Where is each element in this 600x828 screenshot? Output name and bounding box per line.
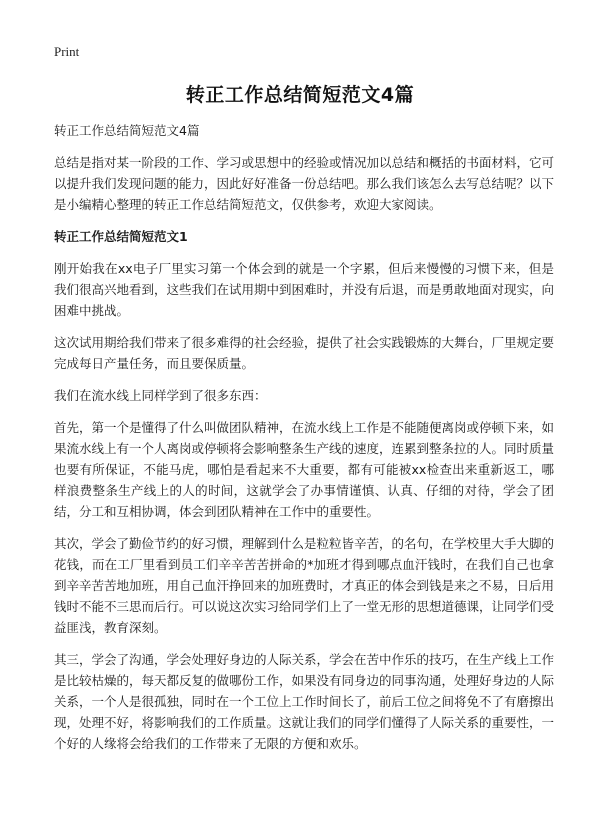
page-title: 转正工作总结简短范文4篇 — [185, 84, 415, 106]
intro-paragraph: 总结是指对某一阶段的工作、学习或思想中的经验或情况加以总结和概括的书面材料，它可以提升我们发现问题的能力，因此好好准备一份总结吧。那么我们该怎么去写总结呢？以下是小编精心整理的转正工作总结简短范文，仅供参考，欢迎大家阅读。 — [54, 155, 555, 212]
document-body — [54, 120, 554, 765]
body-paragraph: 这次试用期给我们带来了很多难得的社会经验，提供了社会实践锻炼的大舞台，厂里规定要完成每日产量任务，而且要保质量。 — [54, 335, 555, 371]
body-paragraph: 首先，第一个是懂得了什么叫做团队精神，在流水线上工作是不能随便离岗或停顿下来，如果流水线上有一个人离岗或停顿将会影响整条生产线的速度，连累到整条拉的人。同时质量也要有所保证，不能马虎，哪怕是看起来不大重要，都有可能被xx检查出来重新返工，哪样浪费整条生产线上的人的时间，这就学会了办事情谨慎、认真、仔细的对待，学会了团结，分工和互相协调，体会到团队精神在工作中的重要性。 — [54, 420, 555, 519]
body-paragraph: 我们在流水线上同样学到了很多东西： — [54, 388, 267, 403]
body-paragraph: 其次，学会了勤俭节约的好习惯，理解到什么是粒粒皆辛苦，的名句，在学校里大手大脚的花钱，而在工厂里看到员工们辛辛苦苦拼命的*加班才得到哪点血汗钱时，在我们自己也拿到辛辛苦苦地加班，用自己血汗挣回来的加班费时，才真正的体会到钱是来之不易，日后用钱时不能不三思而后行。可以说这次实习给同学们上了一堂无形的思想道德课，让同学们受益匪浅，教育深刻。 — [54, 536, 555, 635]
body-paragraph: 其三，学会了沟通，学会处理好身边的人际关系，学会在苦中作乐的技巧，在生产线上工作是比较枯燥的，每天都反复的做哪份工作，如果没有同身边的同事沟通，处理好身边的人际关系，一个人是很孤独，同时在一个工位上工作时间长了，前后工位之间将免不了有磨擦出现，处理不好，将影响我们的工作质量。这就让我们的同学们懂得了人际关系的重要性，一个好的人缘将会给我们的工作带来了无限的方便和欢乐。 — [54, 652, 555, 751]
body-paragraph: 刚开始我在xx电子厂里实习第一个体会到的就是一个字累，但后来慢慢的习惯下来，但是我们很高兴地看到，这些我们在试用期中到困难时，并没有后退，而是勇敢地面对现实，向困难中挑战。 — [54, 261, 555, 318]
print-link[interactable]: Print — [54, 44, 80, 59]
subtitle: 转正工作总结简短范文4篇 — [54, 123, 200, 138]
section-heading: 转正工作总结简短范文1 — [54, 229, 188, 244]
